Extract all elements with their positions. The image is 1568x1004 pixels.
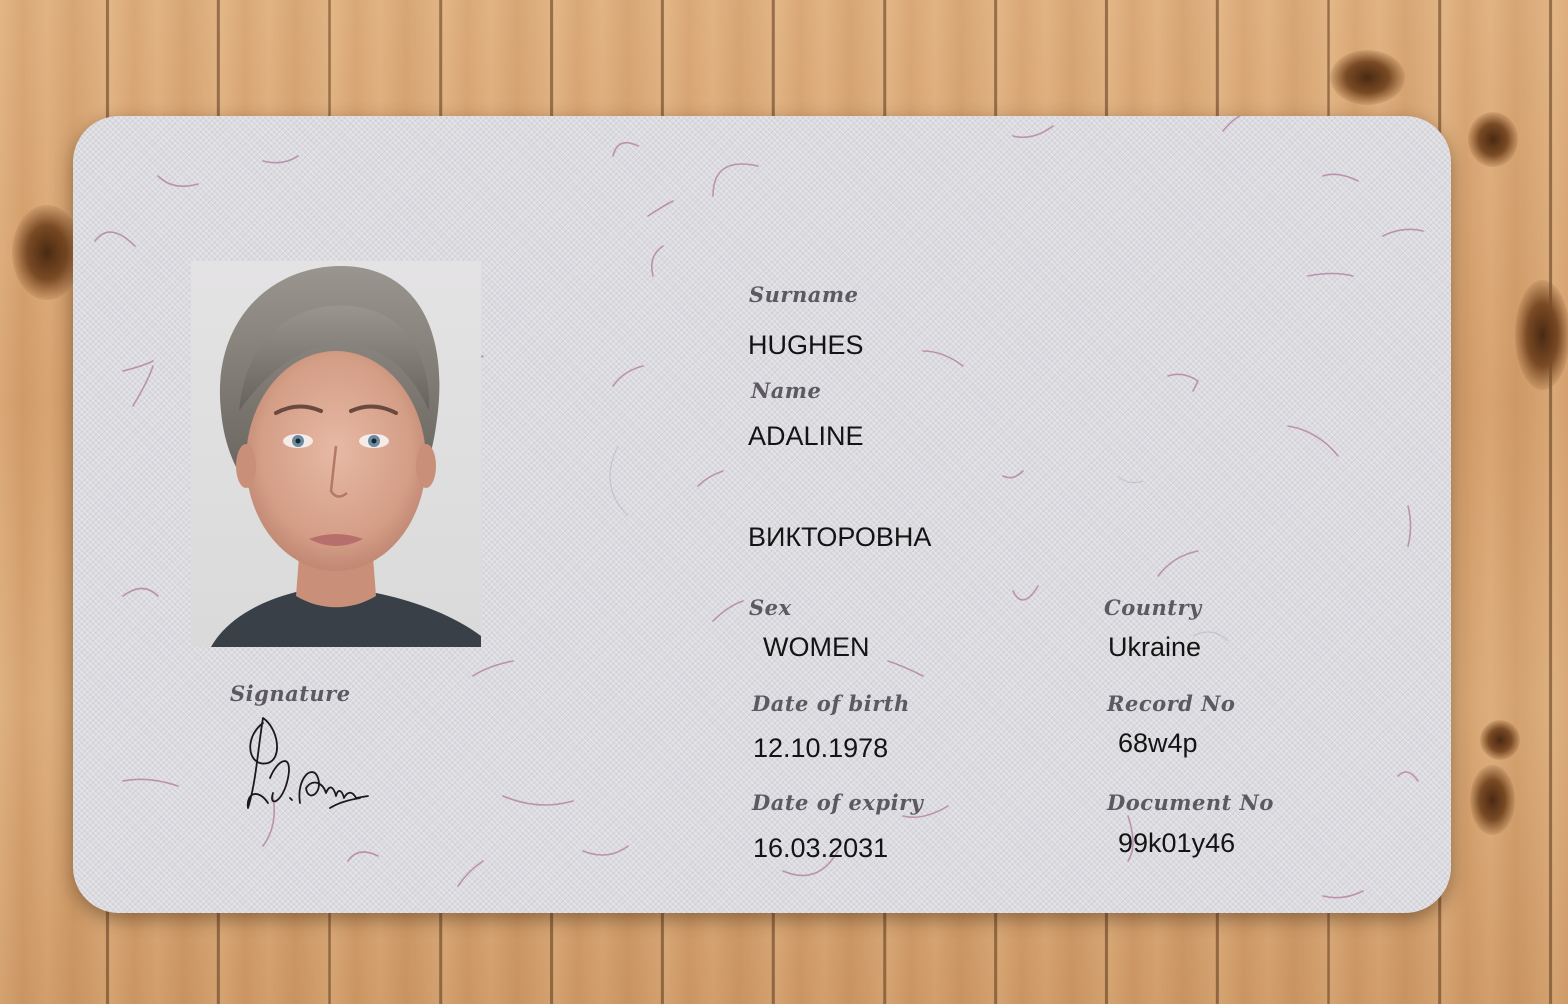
portrait-photo-icon	[191, 261, 481, 647]
record-no-label: Record No	[1107, 691, 1236, 716]
name-value: ADALINE	[748, 421, 864, 451]
name-label: Name	[751, 378, 822, 403]
patronymic-value: ВИКТОРОВНА	[748, 522, 932, 552]
date-of-expiry-value: 16.03.2031	[753, 833, 889, 863]
signature-label: Signature	[230, 681, 351, 706]
id-card	[73, 116, 1451, 913]
holder-photo	[191, 261, 481, 647]
surname-value: HUGHES	[748, 330, 864, 360]
wood-knot	[1468, 112, 1518, 167]
record-no-value: 68w4p	[1118, 728, 1198, 758]
wood-knot	[12, 205, 82, 300]
sex-label: Sex	[749, 595, 792, 620]
wood-knot	[1330, 50, 1405, 105]
wood-knot	[1470, 765, 1515, 835]
wood-knot	[1480, 720, 1520, 760]
surname-label: Surname	[749, 282, 859, 307]
holder-signature-icon	[238, 708, 378, 838]
wood-knot	[1515, 280, 1568, 390]
sex-value: WOMEN	[763, 632, 870, 662]
document-no-value: 99k01y46	[1118, 828, 1236, 858]
date-of-expiry-label: Date of expiry	[752, 790, 924, 815]
country-value: Ukraine	[1108, 632, 1202, 662]
country-label: Country	[1104, 595, 1202, 620]
document-no-label: Document No	[1107, 790, 1274, 815]
date-of-birth-label: Date of birth	[752, 691, 910, 716]
date-of-birth-value: 12.10.1978	[753, 733, 889, 763]
